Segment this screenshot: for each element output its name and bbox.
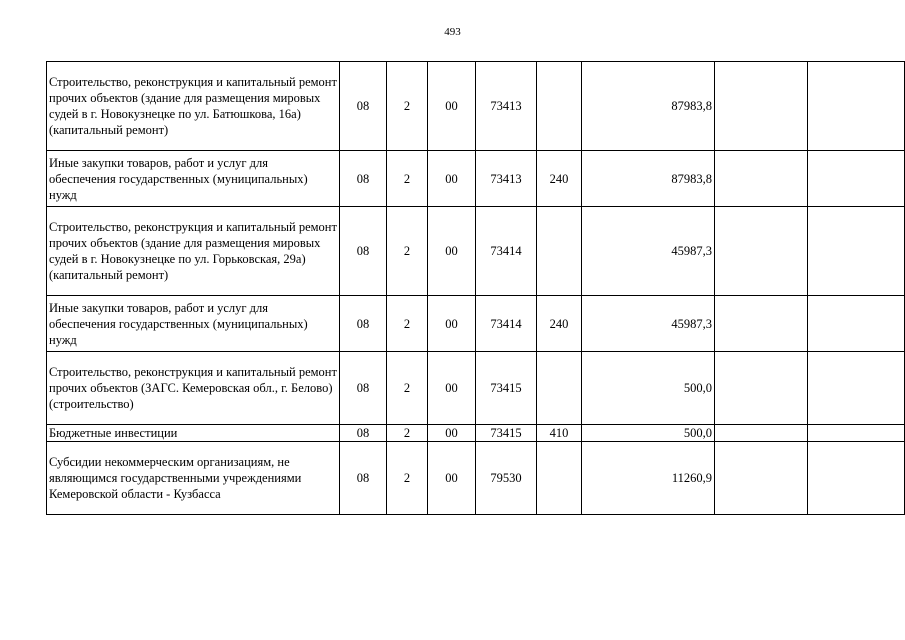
direction-code: 73415 (476, 425, 537, 442)
row-name: Субсидии некоммерческим организациям, не являющимся государственными учреждениями Кемеровской области - Кузбасса (47, 442, 340, 515)
amount: 500,0 (582, 425, 715, 442)
amount: 45987,3 (582, 207, 715, 296)
expense-type-code (537, 442, 582, 515)
amount: 11260,9 (582, 442, 715, 515)
expense-type-code (537, 352, 582, 425)
extra-column-1 (715, 296, 808, 352)
table-row (47, 62, 905, 151)
row-name: Строительство, реконструкция и капитальный ремонт прочих объектов (ЗАГС. Кемеровская обл., г. Белово) (строительство) (47, 352, 340, 425)
expense-type-code (537, 62, 582, 151)
table-row (47, 207, 905, 296)
section-code: 08 (340, 296, 387, 352)
expense-type-code: 240 (537, 296, 582, 352)
program-code: 2 (387, 296, 428, 352)
extra-column-2 (808, 62, 905, 151)
subprogram-code: 00 (428, 442, 476, 515)
extra-column-2 (808, 425, 905, 442)
extra-column-2 (808, 442, 905, 515)
section-code: 08 (340, 62, 387, 151)
subprogram-code: 00 (428, 207, 476, 296)
extra-column-2 (808, 352, 905, 425)
extra-column-1 (715, 207, 808, 296)
table-row (47, 425, 905, 442)
subprogram-code: 00 (428, 352, 476, 425)
extra-column-2 (808, 296, 905, 352)
program-code: 2 (387, 442, 428, 515)
extra-column-1 (715, 442, 808, 515)
section-code: 08 (340, 442, 387, 515)
row-name: Строительство, реконструкция и капитальный ремонт прочих объектов (здание для размещения мировых судей в г. Новокузнецке по ул. Батюшкова, 16а) (капитальный ремонт) (47, 62, 340, 151)
direction-code: 79530 (476, 442, 537, 515)
section-code: 08 (340, 352, 387, 425)
direction-code: 73415 (476, 352, 537, 425)
section-code: 08 (340, 151, 387, 207)
amount: 87983,8 (582, 151, 715, 207)
table-row (47, 296, 905, 352)
table-row (47, 151, 905, 207)
program-code: 2 (387, 151, 428, 207)
subprogram-code: 00 (428, 425, 476, 442)
section-code: 08 (340, 207, 387, 296)
budget-table (46, 61, 905, 515)
program-code: 2 (387, 207, 428, 296)
extra-column-2 (808, 207, 905, 296)
row-name: Иные закупки товаров, работ и услуг для обеспечения государственных (муниципальных) нужд (47, 151, 340, 207)
row-name: Строительство, реконструкция и капитальный ремонт прочих объектов (здание для размещения мировых судей в г. Новокузнецке по ул. Горьковская, 29а) (капитальный ремонт) (47, 207, 340, 296)
expense-type-code (537, 207, 582, 296)
table-row (47, 352, 905, 425)
table-row (47, 442, 905, 515)
extra-column-1 (715, 352, 808, 425)
row-name: Бюджетные инвестиции (47, 425, 340, 442)
extra-column-1 (715, 425, 808, 442)
amount: 500,0 (582, 352, 715, 425)
extra-column-1 (715, 62, 808, 151)
subprogram-code: 00 (428, 62, 476, 151)
program-code: 2 (387, 62, 428, 151)
expense-type-code: 410 (537, 425, 582, 442)
subprogram-code: 00 (428, 296, 476, 352)
direction-code: 73413 (476, 151, 537, 207)
subprogram-code: 00 (428, 151, 476, 207)
direction-code: 73414 (476, 207, 537, 296)
amount: 45987,3 (582, 296, 715, 352)
expense-type-code: 240 (537, 151, 582, 207)
program-code: 2 (387, 425, 428, 442)
amount: 87983,8 (582, 62, 715, 151)
extra-column-2 (808, 151, 905, 207)
page-number: 493 (444, 26, 461, 38)
program-code: 2 (387, 352, 428, 425)
row-name: Иные закупки товаров, работ и услуг для обеспечения государственных (муниципальных) нужд (47, 296, 340, 352)
section-code: 08 (340, 425, 387, 442)
direction-code: 73413 (476, 62, 537, 151)
direction-code: 73414 (476, 296, 537, 352)
extra-column-1 (715, 151, 808, 207)
